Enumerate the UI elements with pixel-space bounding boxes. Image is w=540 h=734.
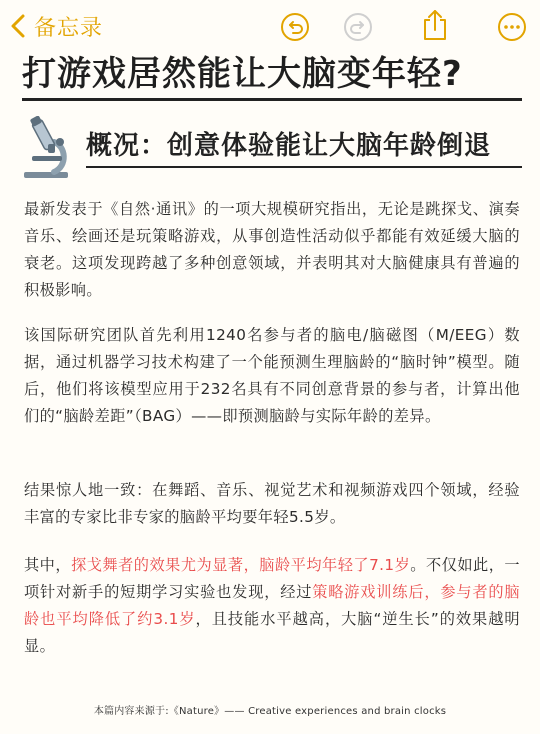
paragraph-4-text: 。不仅如此，一项针对新手的短期学习实验也发现，经过 <box>24 556 520 601</box>
share-icon <box>420 8 450 42</box>
undo-icon <box>280 12 310 42</box>
title-divider <box>22 98 522 101</box>
paragraph-3: 结果惊人地一致：在舞蹈、音乐、视觉艺术和视频游戏四个领域，经验丰富的专家比非专家的脑龄平均要年轻5.5岁。 <box>24 481 520 526</box>
paragraph-4 <box>24 552 520 660</box>
paragraph-4-text: ，且技能水平越高，大脑“逆生长”的效果越明显。 <box>24 610 521 655</box>
top-bar <box>0 0 540 52</box>
redo-icon <box>343 12 373 42</box>
section-heading: 概况：创意体验能让大脑年龄倒退 <box>86 131 492 161</box>
undo-button[interactable] <box>280 12 310 42</box>
highlight-tango: 探戈舞者的效果尤为显著，脑龄平均年轻了7.1岁 <box>71 556 411 574</box>
more-icon <box>497 12 527 42</box>
paragraph-1: 最新发表于《自然·通讯》的一项大规模研究指出，无论是跳探戈、演奏音乐、绘画还是玩策略游戏，从事创造性活动似乎都能有效延缓大脑的衰老。这项发现跨越了多种创意领域，并表明其对大脑健康具有普遍的积极影响。 <box>24 200 520 299</box>
highlight-strategy-game: 策略游戏训练后，参与者的脑龄也平均降低了约3.1岁 <box>24 583 520 628</box>
heading-divider <box>86 166 522 168</box>
redo-button[interactable] <box>343 12 373 42</box>
share-button[interactable] <box>420 8 450 42</box>
more-button[interactable] <box>497 12 527 42</box>
note-title: 打游戏居然能让大脑变年轻? <box>22 54 463 94</box>
source-footnote: 本篇内容来源于:《Nature》—— Creative experiences and brain clocks <box>93 706 447 717</box>
chevron-left-icon <box>8 13 28 39</box>
paragraph-2: 该国际研究团队首先利用1240名参与者的脑电/脑磁图（M/EEG）数据，通过机器学习技术构建了一个能预测生理脑龄的“脑时钟”模型。随后，他们将该模型应用于232名具有不同创意背景的参与者，计算出他们的“脑龄差距”（BAG）——即预测脑龄与实际年龄的差异。 <box>24 326 520 425</box>
paragraph-4-text: 其中， <box>24 556 72 574</box>
back-button[interactable] <box>8 10 103 42</box>
back-label: 备忘录 <box>34 15 104 41</box>
microscope-icon <box>18 116 74 180</box>
